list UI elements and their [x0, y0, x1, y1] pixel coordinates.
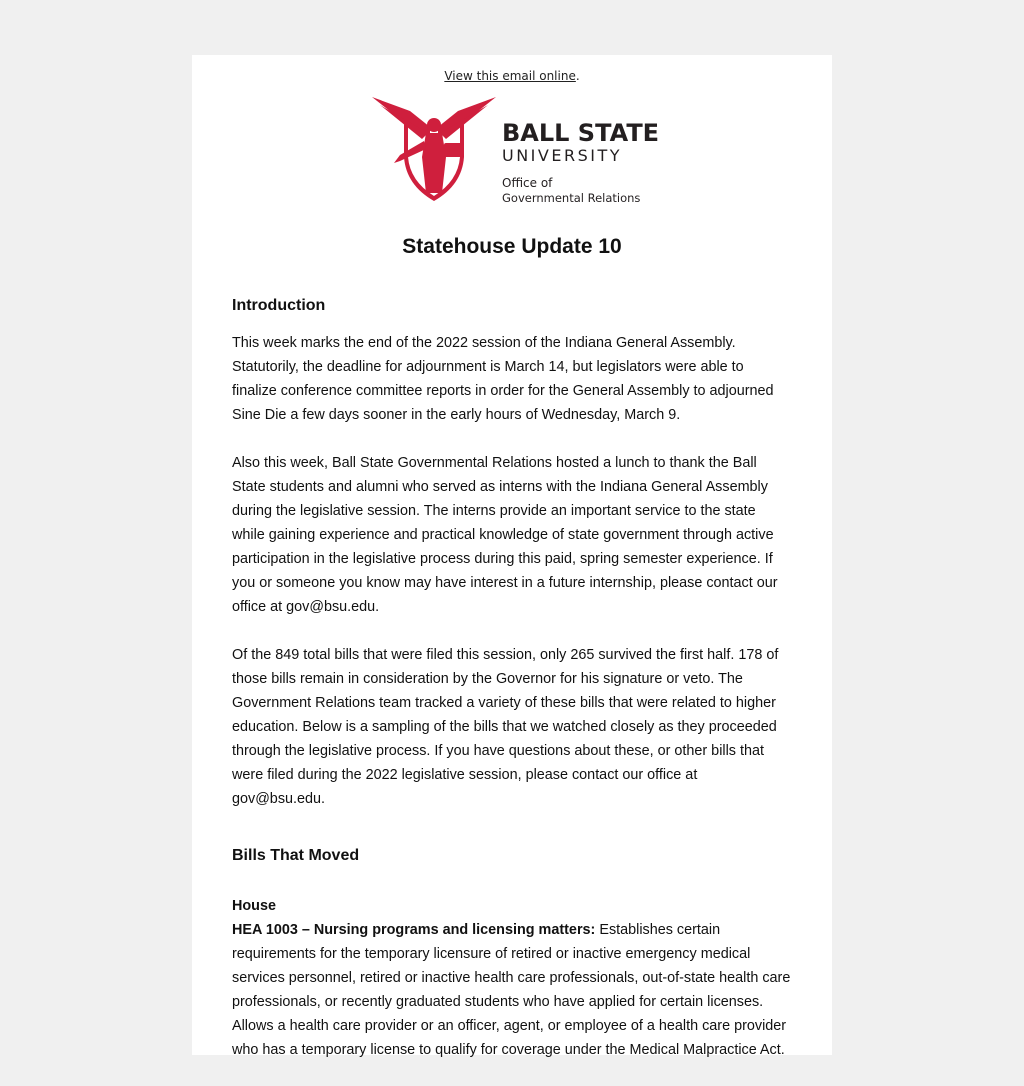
- logo-university: UNIVERSITY: [502, 146, 622, 165]
- house-label: House: [232, 898, 276, 914]
- bill-title: HEA 1003 – Nursing programs and licensing matters:: [232, 922, 596, 938]
- view-online-suffix: .: [575, 69, 580, 83]
- ball-state-logo: [370, 97, 660, 207]
- intro-paragraph: Also this week, Ball State Governmental Relations hosted a lunch to thank the Ball State students and alumni who served as interns with the Indiana General Assembly during the legislative session. The interns provide an important service to the state while gaining experience and practical knowledge of state government through active participation in the legislative process during this paid, spring semester experience. If you or someone you know may have interest in a future internship, please contact our office at gov@bsu.edu.: [232, 455, 778, 615]
- intro-paragraph: This week marks the end of the 2022 session of the Indiana General Assembly. Statutorily, the deadline for adjournment is March 14, but legislators were able to finalize conference committee reports in order for the General Assembly to adjourned Sine Die a few days sooner in the early hours of Wednesday, March 9.: [232, 335, 774, 423]
- email-body: [192, 55, 832, 1058]
- page-title: Statehouse Update 10: [402, 235, 622, 258]
- bill-item: [232, 918, 792, 1062]
- bills-heading: Bills That Moved: [232, 847, 360, 864]
- intro-heading: Introduction: [232, 297, 326, 314]
- view-online-line: [192, 69, 832, 83]
- email-content: [232, 294, 792, 1086]
- logo-office: Office of: [502, 176, 553, 190]
- view-online-link[interactable]: View this email online: [444, 69, 576, 83]
- logo-governmental-relations: Governmental Relations: [502, 191, 641, 205]
- intro-paragraph: Of the 849 total bills that were filed this session, only 265 survived the first half. 178 of those bills remain in consideration by the Governor for his signature or veto. The Government Relations team tracked a variety of these bills that were related to higher education. Below is a sampling of the bills that we watched closely as they proceeded through the legislative process. If you have questions about these, or other bills that were filed during the 2022 legislative session, please contact our office at gov@bsu.edu.: [232, 647, 779, 807]
- logo-ball-state: BALL STATE: [502, 119, 660, 147]
- bill-description: Establishes certain requirements for the temporary licensure of retired or inactive emergency medical services personnel, retired or inactive health care professionals, out-of-state health care professionals, or recently graduated students who have applied for certain licenses. Allows a health care provider or an officer, agent, or employee of a health care provider who has a temporary license to qualify for coverage under the Medical Malpractice Act.: [232, 922, 791, 1058]
- beneficence-shield-icon: [372, 97, 496, 201]
